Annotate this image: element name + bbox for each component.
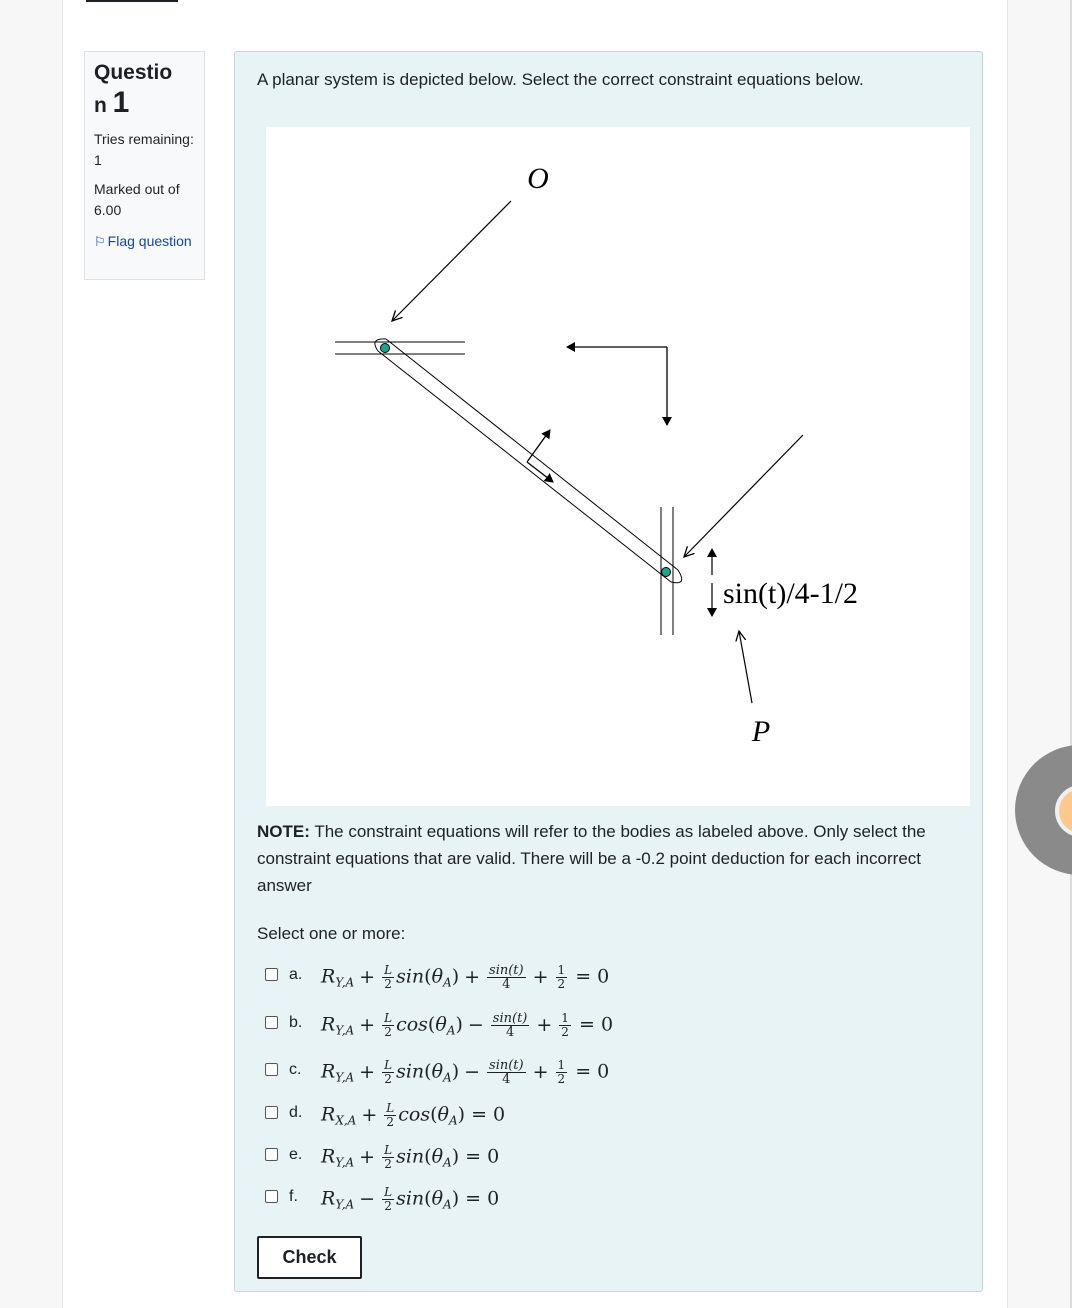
answer-option-f[interactable]: f. $R_{Y,A}$ − $\frac{L}{2}$ $\sin(\theta_A) = 0$ [265,1186,945,1220]
answer-equation: $R_{Y,A}$ + $\frac{L}{2}$ $\sin(\theta_A)$ − $\frac{\sin(t)}{4}$ + $\frac{1}{2}$ = 0 [321,1058,610,1087]
answer-option-e[interactable]: e. $R_{Y,A}$ + $\frac{L}{2}$ $\sin(\theta_A) = 0$ [265,1144,945,1178]
answer-equation: $R_{Y,A}$ − $\frac{L}{2}$ $\sin(\theta_A) = 0$ [321,1185,500,1213]
question-formulation [234,51,983,1292]
answer-checkbox[interactable] [265,1063,278,1076]
question-text: A planar system is depicted below. Select the correct constraint equations below. [257,70,864,89]
assistant-icon [1055,785,1072,837]
pointer-b [684,435,803,557]
question-info [84,51,205,280]
tries-remaining: Tries remaining: 1 [94,131,194,168]
note-label: NOTE: [257,822,310,841]
answer-checkbox[interactable] [265,968,278,981]
joint-b [662,568,671,577]
floating-assistant-button[interactable] [1015,745,1072,875]
answer-checkbox[interactable] [265,1190,278,1203]
answer-equation: $R_{X,A}$ + $\frac{L}{2}$ $\cos(\theta_A) = 0$ [321,1101,506,1129]
answer-option-d[interactable]: d. $R_{X,A}$ + $\frac{L}{2}$ $\cos(\theta_A) = 0$ [265,1102,945,1136]
select-prompt: Select one or more: [257,924,406,943]
pointer-o [392,201,511,321]
joint-a [381,344,390,353]
check-button[interactable]: Check [257,1236,362,1279]
label-o: O [527,162,549,195]
flag-question-link[interactable]: ⚐ Flag question [94,233,192,249]
answer-equation: $R_{Y,A}$ + $\frac{L}{2}$ $\sin(\theta_A)$ + $\frac{\sin(t)}{4}$ + $\frac{1}{2}$ = 0 [321,963,610,992]
answer-option-a[interactable]: a. $R_{Y,A}$ + $\frac{L}{2}$ $\sin(\theta_A)$ + $\frac{\sin(t)}{4}$ + $\frac{1}{2}$ = 0 [265,964,945,998]
marked-out-of: Marked out of 6.00 [94,181,180,218]
label-p: P [751,715,771,748]
pointer-p [739,631,752,703]
label-displacement: sin(t)/4-1/2 [723,577,858,610]
mechanism-figure [266,127,970,806]
answer-option-c[interactable]: c. $R_{Y,A}$ + $\frac{L}{2}$ $\sin(\theta_A)$ − $\frac{\sin(t)}{4}$ + $\frac{1}{2}$ = 0 [265,1059,945,1093]
answer-checkbox[interactable] [265,1148,278,1161]
note-text: NOTE: The constraint equations will refer to the bodies as labeled above. Only select the constraint equations that are valid. There will be a -0.2 point deduction for each incorrect answer [257,822,926,895]
top-divider [86,0,178,2]
question-title: Questio n 1 [94,61,173,119]
answer-equation: $R_{Y,A}$ + $\frac{L}{2}$ $\sin(\theta_A) = 0$ [321,1143,500,1171]
flag-icon: ⚐ [94,234,106,249]
answer-equation: $R_{Y,A}$ + $\frac{L}{2}$ $\cos(\theta_A)$ − $\frac{\sin(t)}{4}$ + $\frac{1}{2}$ = 0 [321,1011,614,1040]
question-number: 1 [112,86,130,119]
body-y-arrow [527,430,550,462]
answer-option-b[interactable]: b. $R_{Y,A}$ + $\frac{L}{2}$ $\cos(\theta_A)$ − $\frac{\sin(t)}{4}$ + $\frac{1}{2}$ = 0 [265,1012,945,1046]
answer-checkbox[interactable] [265,1106,278,1119]
mechanism-diagram [266,127,970,806]
answer-checkbox[interactable] [265,1016,278,1029]
